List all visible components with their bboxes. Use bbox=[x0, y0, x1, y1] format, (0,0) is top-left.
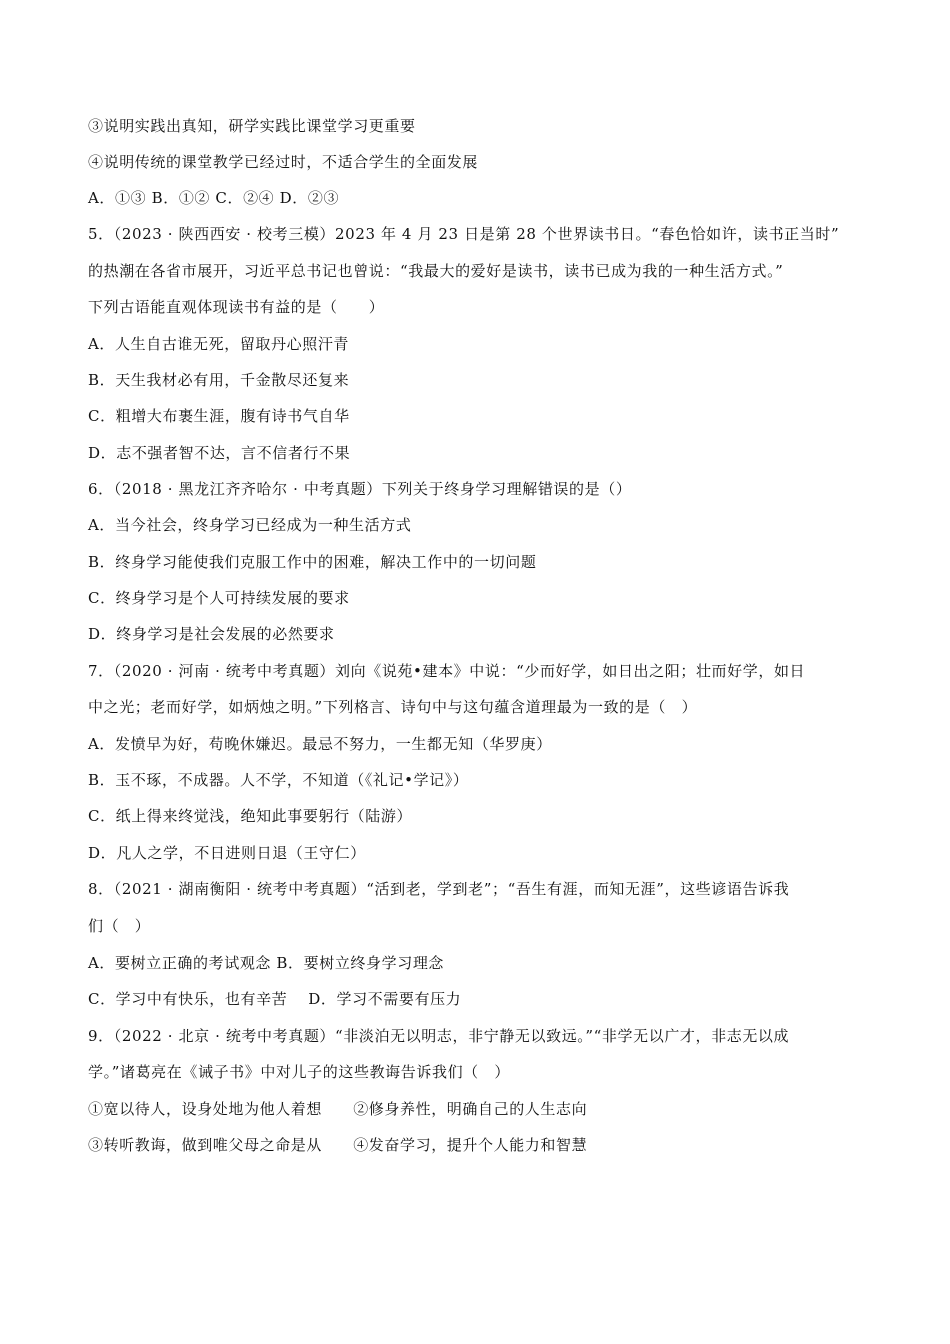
question-6-stem: 6．（2018 · 黑龙江齐齐哈尔 · 中考真题）下列关于终身学习理解错误的是（） bbox=[88, 480, 632, 498]
question-9-stem: 9．（2022 · 北京 · 统考中考真题）“非淡泊无以明志，非宁静无以致远。”“非学无以广才，非志无以成 bbox=[88, 1027, 790, 1045]
option-b: B．终身学习能使我们克服工作中的困难，解决工作中的一切问题 bbox=[88, 553, 537, 571]
option-line: C．学习中有快乐，也有辛苦 D．学习不需要有压力 bbox=[88, 990, 462, 1008]
text-line: A．①③ B．①② C．②④ D．②③ bbox=[88, 189, 340, 207]
text-line: ④说明传统的课堂教学已经过时，不适合学生的全面发展 bbox=[88, 153, 479, 171]
option-b: B．天生我材必有用，千金散尽还复来 bbox=[88, 371, 350, 389]
question-8-stem: 8．（2021 · 湖南衡阳 · 统考中考真题）“活到老，学到老”；“吾生有涯，而知无涯”，这些谚语告诉我 bbox=[88, 880, 790, 898]
option-a: A．发愤早为好，苟晚休嫌迟。最忌不努力，一生都无知（华罗庚） bbox=[88, 735, 552, 753]
option-c: C．终身学习是个人可持续发展的要求 bbox=[88, 589, 350, 607]
text-line: 们（ ） bbox=[88, 917, 151, 935]
text-line: 的热潮在各省市展开，习近平总书记也曾说：“我最大的爱好是读书，读书已成为我的一种生活方式。” bbox=[88, 262, 784, 280]
option-line: ①宽以待人，设身处地为他人着想 ②修身养性，明确自己的人生志向 bbox=[88, 1100, 588, 1118]
text-line: ③说明实践出真知，研学实践比课堂学习更重要 bbox=[88, 117, 416, 135]
option-a: A．人生自古谁无死，留取丹心照汗青 bbox=[88, 335, 350, 353]
option-d: D．凡人之学，不日进则日退（王守仁） bbox=[88, 844, 366, 862]
option-line: A．要树立正确的考试观念 B．要树立终身学习理念 bbox=[88, 954, 445, 972]
option-line: ③转听教诲，做到唯父母之命是从 ④发奋学习，提升个人能力和智慧 bbox=[88, 1136, 588, 1154]
question-7-stem: 7．（2020 · 河南 · 统考中考真题）刘向《说苑•建本》中说：“少而好学，如日出之阳；壮而好学，如日 bbox=[88, 662, 806, 680]
text-line: 下列古语能直观体现读书有益的是（ ） bbox=[88, 298, 385, 316]
text-line: 中之光；老而好学，如炳烛之明。”下列格言、诗句中与这句蕴含道理最为一致的是（ ） bbox=[88, 698, 698, 716]
text-line: 学。”诸葛亮在《诫子书》中对儿子的这些教诲告诉我们（ ） bbox=[88, 1063, 510, 1081]
option-d: D．志不强者智不达，言不信者行不果 bbox=[88, 444, 351, 462]
question-5-stem: 5．（2023 · 陕西西安 · 校考三模）2023 年 4 月 23 日是第 28 个世界读书日。“春色恰如许，读书正当时” bbox=[88, 225, 840, 243]
option-d: D．终身学习是社会发展的必然要求 bbox=[88, 625, 335, 643]
option-c: C．粗增大布裹生涯，腹有诗书气自华 bbox=[88, 407, 350, 425]
option-b: B．玉不琢，不成器。人不学，不知道（《礼记•学记》） bbox=[88, 771, 469, 789]
option-a: A．当今社会，终身学习已经成为一种生活方式 bbox=[88, 516, 412, 534]
option-c: C．纸上得来终觉浅，绝知此事要躬行（陆游） bbox=[88, 807, 413, 825]
